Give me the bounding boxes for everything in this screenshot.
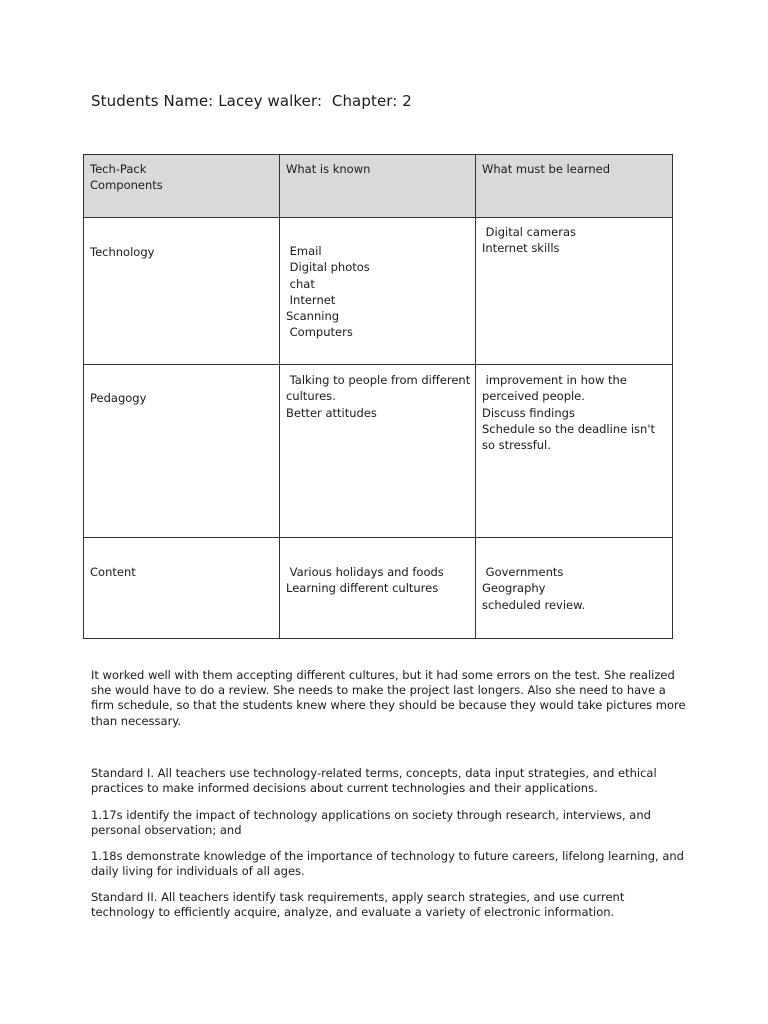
tech-pack-table — [83, 154, 673, 639]
row-component: Content — [90, 565, 136, 579]
table-cell — [280, 538, 476, 639]
table-cell — [84, 218, 280, 365]
table-cell — [84, 365, 280, 538]
table-cell — [476, 218, 673, 365]
table-row — [84, 538, 673, 639]
header-known: What is known — [286, 162, 371, 176]
table-row — [84, 218, 673, 365]
header-cell — [84, 155, 280, 218]
standard-paragraph: Standard II. All teachers identify task requirements, apply search strategies, and use current technology to efficiently acquire, analyze, and evaluate a variety of electronic information. — [91, 890, 625, 920]
table-cell — [84, 538, 280, 639]
reflection-paragraph: It worked well with them accepting different cultures, but it had some errors on the test. She realized she would have to do a review. She needs to make the project last longers. Also she need to have a firm schedule, so that the students knew where they should be because they would take pictures more than necessary. — [91, 668, 686, 728]
table-header-row — [84, 155, 673, 218]
header-learn: What must be learned — [482, 162, 611, 176]
row-component: Pedagogy — [90, 391, 147, 405]
row-known: Talking to people from different cultures. Better attitudes — [286, 373, 471, 420]
row-learn: Governments Geography scheduled review. — [482, 565, 586, 612]
standard-paragraph: Standard I. All teachers use technology-related terms, concepts, data input strategies, and ethical practices to make informed decisions about current technologies and their applications. — [91, 766, 657, 796]
row-component: Technology — [90, 245, 155, 259]
row-known: Various holidays and foods Learning different cultures — [286, 565, 444, 596]
table-cell — [476, 538, 673, 639]
table-row — [84, 365, 673, 538]
row-known: Email Digital photos chat Internet Scanning Computers — [286, 244, 370, 340]
header-components: Tech-Pack Components — [90, 162, 163, 193]
standard-paragraph: 1.18s demonstrate knowledge of the importance of technology to future careers, lifelong learning, and daily living for individuals of all ages. — [91, 849, 684, 879]
standard-paragraph: 1.17s identify the impact of technology applications on society through research, interviews, and personal observation; and — [91, 808, 651, 838]
row-learn: improvement in how the perceived people. Discuss findings Schedule so the deadline isn't so stressful. — [482, 373, 655, 453]
table-cell — [280, 218, 476, 365]
header-cell — [280, 155, 476, 218]
table-cell — [476, 365, 673, 538]
table-cell — [280, 365, 476, 538]
page-title: Students Name: Lacey walker: Chapter: 2 — [91, 92, 412, 110]
row-learn: Digital cameras Internet skills — [482, 225, 577, 256]
header-cell — [476, 155, 673, 218]
